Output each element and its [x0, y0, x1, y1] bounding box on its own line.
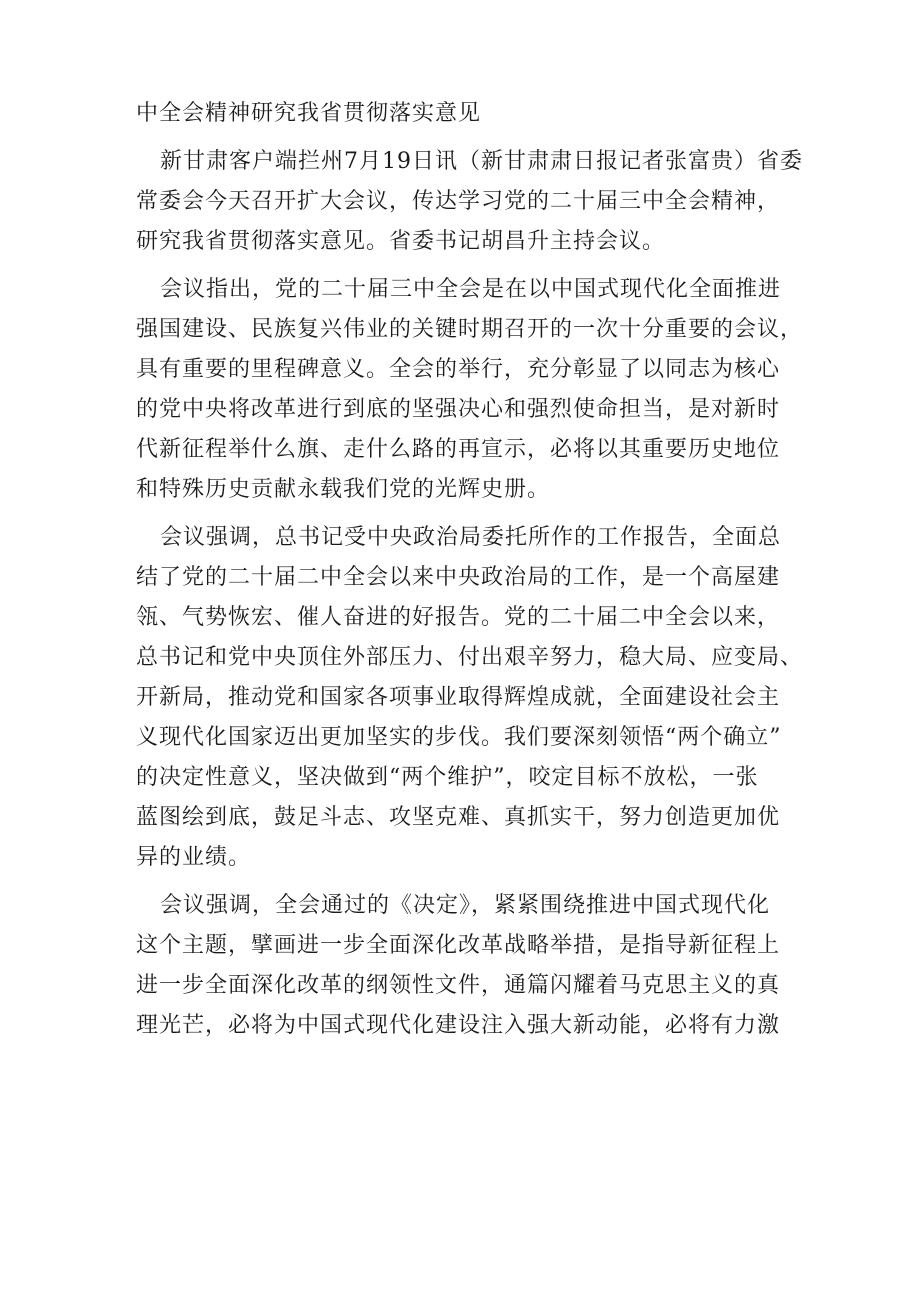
paragraph-line: 和特殊历史贡献永载我们党的光辉史册。 [136, 477, 551, 502]
paragraph-line: 的决定性意义，坚决做到“两个维护”，咬定目标不放松，一张 [136, 765, 759, 790]
paragraph-line: 这个主题，擘画进一步全面深化改革战略举措，是指导新征程上 [136, 933, 781, 958]
paragraph-line: 常委会今天召开扩大会议，传达学习党的二十届三中全会精神， [136, 189, 781, 214]
heading-line: 中全会精神研究我省贯彻落实意见 [136, 101, 482, 126]
paragraph-line: 开新局，推动党和国家各项事业取得辉煌成就，全面建设社会主 [136, 685, 781, 710]
paragraph-line: 新甘肃客户端拦州7月19日讯（新甘肃肃日报记者张富贵）省委 [160, 149, 803, 174]
paragraph-line: 蓝图绘到底，鼓足斗志、攻坚克难、真抓实干，努力创造更加优 [136, 805, 781, 830]
paragraph-line: 会议强调，总书记受中央政治局委托所作的工作报告，全面总 [160, 525, 782, 550]
paragraph-4 [136, 886, 796, 1046]
paragraph-line: 强国建设、民族复兴伟业的关键时期召开的一次十分重要的会议， [136, 317, 804, 342]
paragraph-line: 代新征程举什么旗、走什么路的再宣示，必将以其重要历史地位 [136, 437, 781, 462]
paragraph-line: 的党中央将改革进行到底的坚强决心和强烈使命担当，是对新时 [136, 397, 781, 422]
paragraph-2 [136, 270, 804, 510]
article-body [136, 94, 804, 1054]
paragraph-1 [136, 142, 803, 262]
paragraph-line: 理光芒，必将为中国式现代化建设注入强大新动能，必将有力激 [136, 1013, 781, 1038]
paragraph-line: 会议强调，全会通过的《决定》，紧紧围绕推进中国式现代化 [160, 893, 771, 918]
paragraph-line: 异的业绩。 [136, 845, 252, 870]
paragraph-line: 会议指出，党的二十届三中全会是在以中国式现代化全面推进 [160, 277, 782, 302]
paragraph-line: 总书记和党中央顶住外部压力、付出艰辛努力，稳大局、应变局、 [136, 645, 804, 670]
paragraph-line: 义现代化国家迈出更加坚实的步伐。我们要深刻领悟“两个确立” [136, 725, 782, 750]
paragraph-line: 具有重要的里程碑意义。全会的举行，充分彰显了以同志为核心 [136, 357, 781, 382]
paragraph-line: 研究我省贯彻落实意见。省委书记胡昌升主持会议。 [136, 229, 666, 254]
paragraph-line: 结了党的二十届二中全会以来中央政治局的工作，是一个高屋建 [136, 565, 781, 590]
paragraph-line: 进一步全面深化改革的纲领性文件，通篇闪耀着马克思主义的真 [136, 973, 781, 998]
paragraph-3 [136, 518, 804, 878]
paragraph-line: 瓴、气势恢宏、催人奋进的好报告。党的二十届二中全会以来， [136, 605, 781, 630]
